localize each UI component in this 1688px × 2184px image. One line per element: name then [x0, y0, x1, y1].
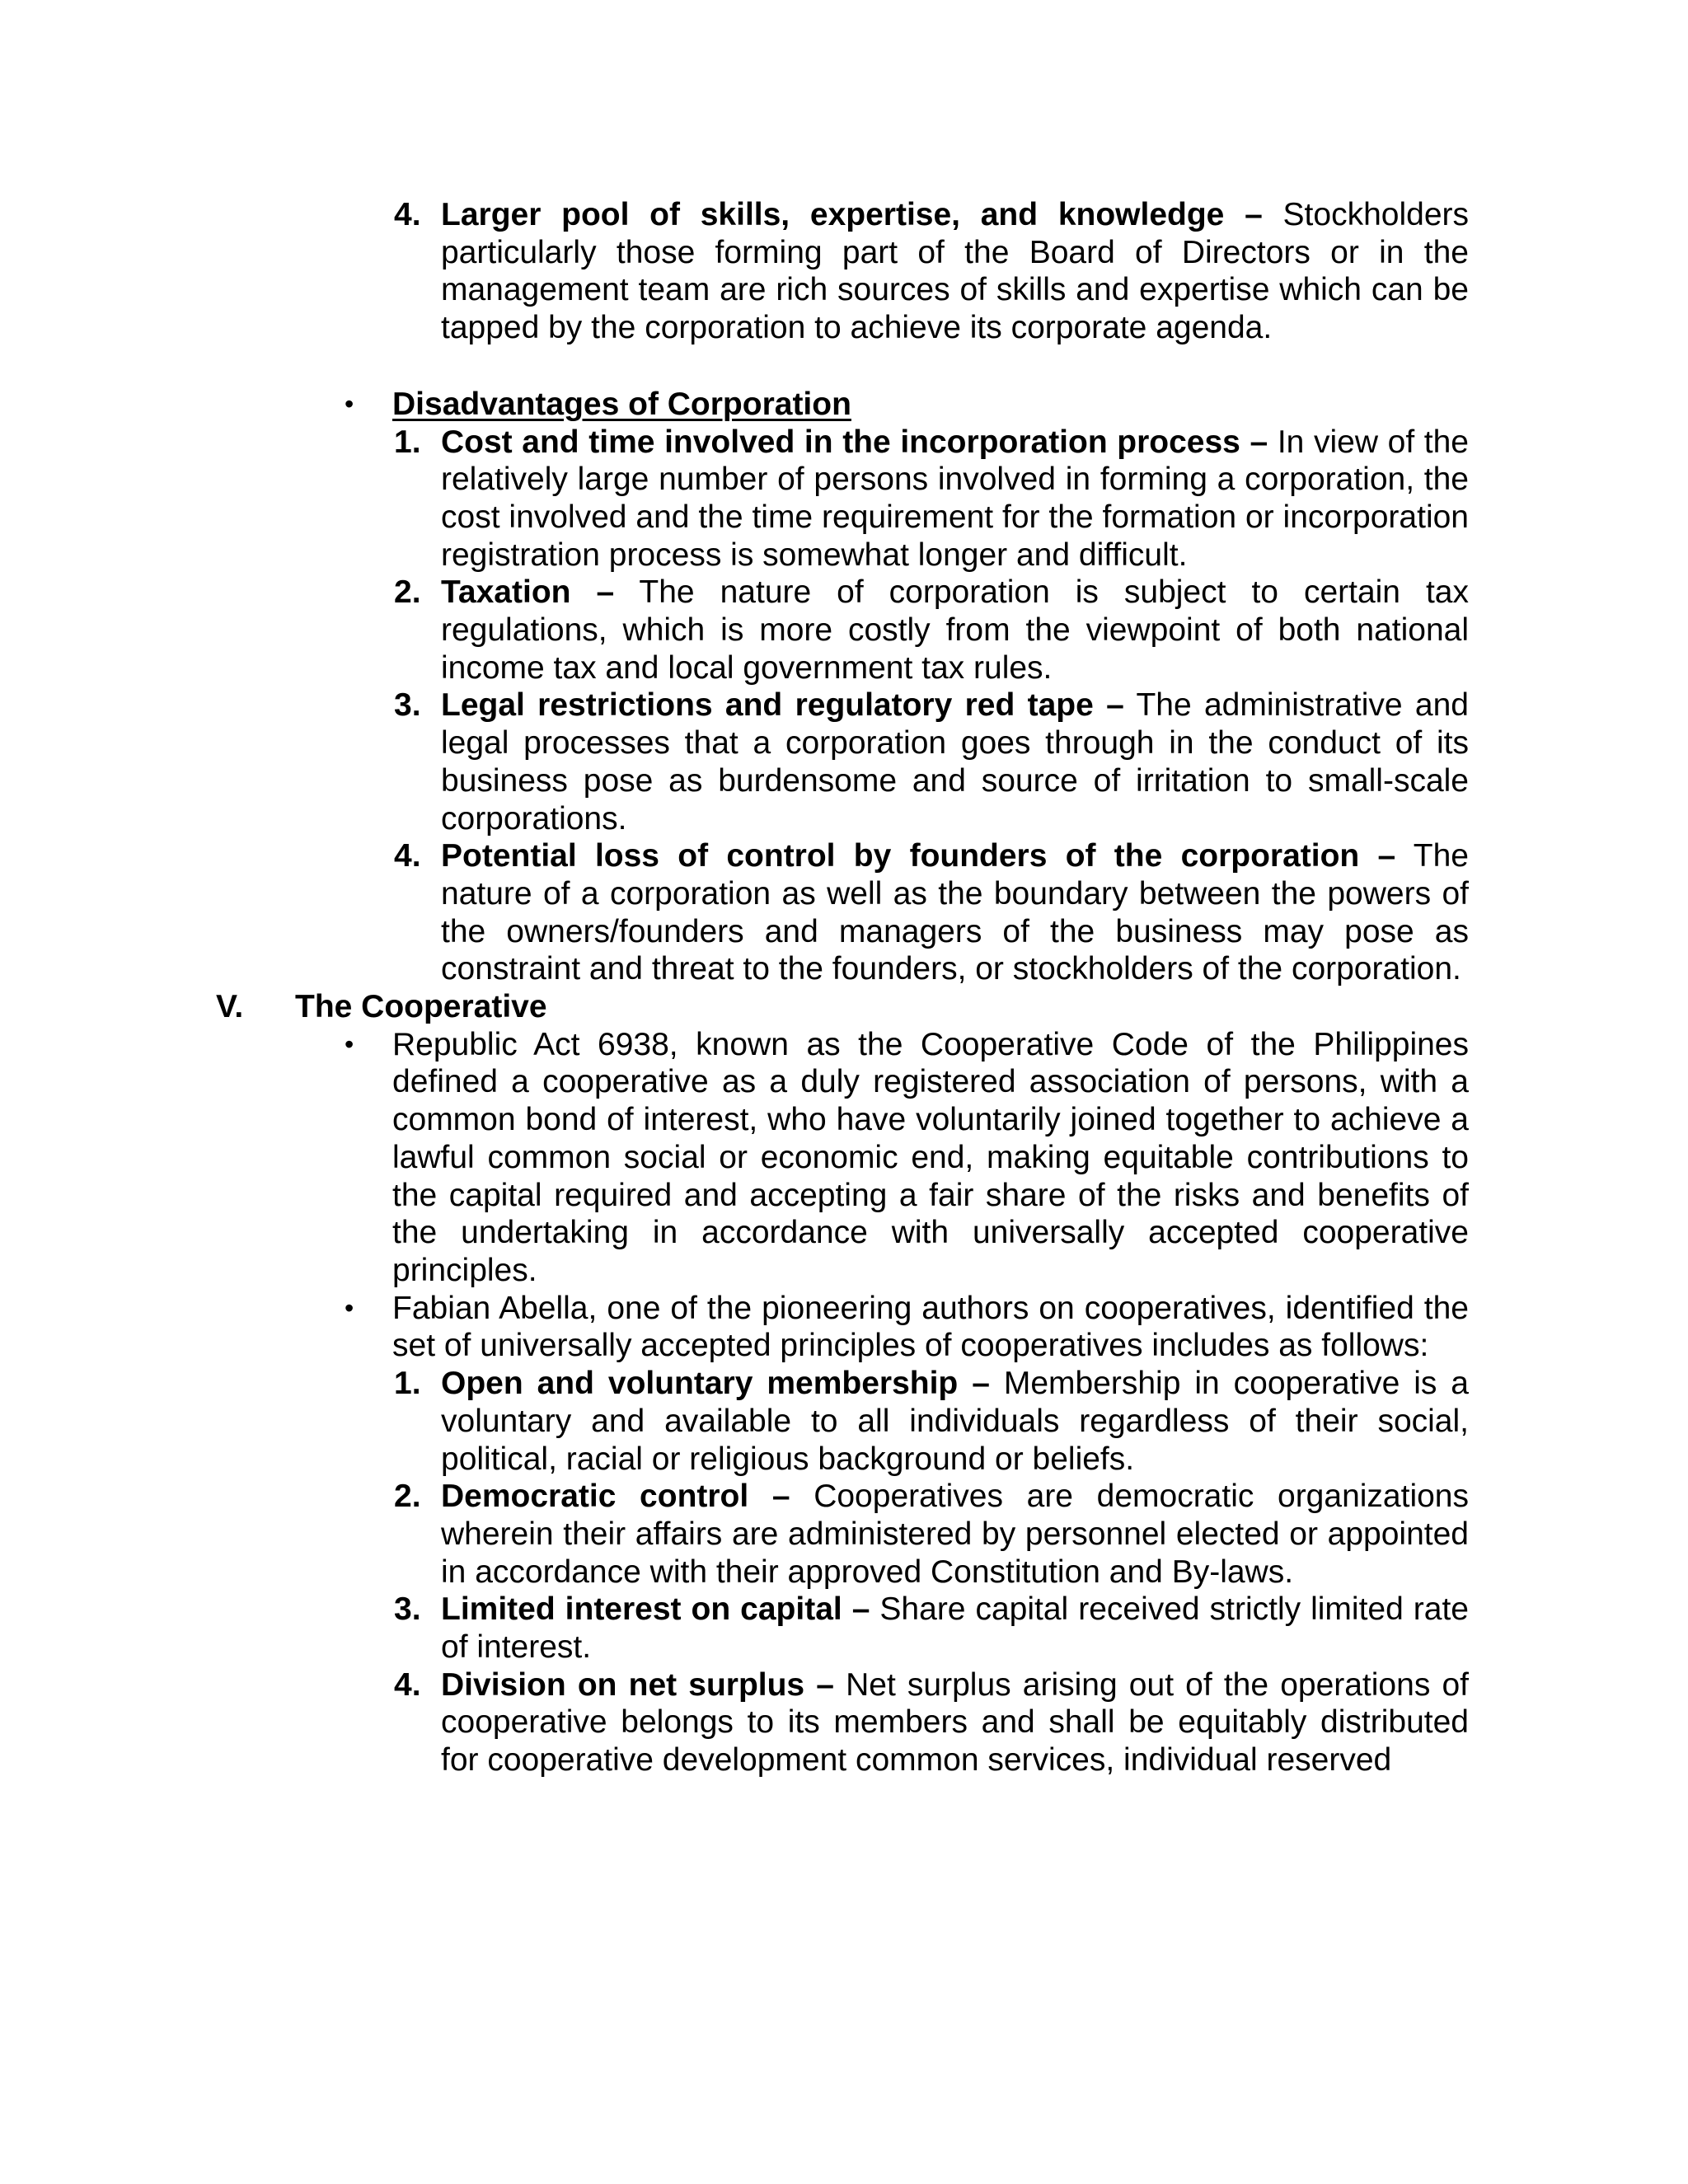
item-body: The nature of corporation is subject to certain tax regulations, which is more costly from the viewpoint of both national income tax and local government tax rules. [441, 574, 1469, 686]
advantage-item-4 [216, 196, 1469, 347]
item-body: Stockholders particularly those forming part of the Board of Directors or in the management team are rich sources of skills and expertise which can be tapped by the corporation to achieve its corporate agenda. [441, 197, 1469, 346]
item-term: Larger pool of skills, expertise, and knowledge – [441, 197, 1263, 232]
page-content [216, 196, 1469, 1779]
item-term: Potential loss of control by founders of the corporation – [441, 838, 1396, 874]
disadvantages-section [216, 386, 1469, 424]
bullet-text: Republic Act 6938, known as the Cooperative Code of the Philippines defined a cooperative as a duly registered association of persons, with a common bond of interest, who have voluntarily joined together to achieve a lawful common social or economic end, making equitable contributions to the capital required and accepting a fair share of the risks and benefits of the undertaking in accordance with universally accepted cooperative principles. [392, 1026, 1469, 1288]
disadvantage-item-1 [216, 424, 1469, 574]
section-heading: The Cooperative [295, 989, 547, 1025]
disadvantage-item-2 [216, 574, 1469, 687]
item-term: Open and voluntary membership – [441, 1366, 990, 1402]
item-body: Share capital received strictly limited rate of interest. [441, 1591, 1469, 1666]
item-body: In view of the relatively large number of persons involved in forming a corporation, the cost involved and the time requirement for the formation or incorporation registration process is somewhat longer and difficult. [441, 424, 1469, 573]
item-text [441, 424, 1469, 574]
item-number: 3. [394, 687, 421, 724]
item-body: Net surplus arising out of the operations of cooperative belongs to its members and shall be equitably distributed for cooperative development common services, individual reserved [441, 1666, 1469, 1779]
item-number: 4. [394, 1666, 421, 1703]
item-number: 1. [394, 424, 421, 460]
principle-item-1 [216, 1365, 1469, 1478]
spacer [216, 347, 1469, 386]
item-number: 3. [394, 1591, 421, 1628]
cooperative-bullet-1 [216, 1026, 1469, 1290]
bullet-icon: • [345, 1029, 354, 1059]
item-number: 2. [394, 574, 421, 611]
item-text [441, 1478, 1469, 1591]
disadvantage-item-4 [216, 837, 1469, 988]
item-text [441, 1591, 1469, 1666]
item-body: The administrative and legal processes that a corporation goes through in the conduct of its business pose as burdensome and source of irritation to small-scale corporations. [441, 687, 1469, 837]
roman-numeral: V. [216, 989, 244, 1025]
item-term: Cost and time involved in the incorporation process – [441, 424, 1268, 460]
item-text [441, 837, 1469, 988]
item-body: Cooperatives are democratic organizations wherein their affairs are administered by personnel elected or appointed in accordance with their approved Constitution and By-laws. [441, 1479, 1469, 1590]
item-term: Legal restrictions and regulatory red tape – [441, 687, 1124, 724]
item-number: 4. [394, 197, 421, 232]
item-text [441, 1666, 1469, 1779]
item-text [441, 196, 1469, 347]
item-text [441, 687, 1469, 837]
item-term: Limited interest on capital – [441, 1591, 870, 1628]
principle-item-4 [216, 1666, 1469, 1779]
bullet-text: Fabian Abella, one of the pioneering authors on cooperatives, identified the set of universally accepted principles of cooperatives includes as follows: [392, 1290, 1469, 1364]
disadvantage-item-3 [216, 687, 1469, 837]
bullet-icon: • [345, 388, 354, 419]
section-heading: Disadvantages of Corporation [392, 386, 851, 422]
item-number: 4. [394, 838, 421, 874]
item-text [441, 1365, 1469, 1478]
cooperative-bullet-2 [216, 1290, 1469, 1365]
bullet-icon: • [345, 1292, 354, 1323]
item-number: 1. [394, 1366, 421, 1402]
item-body: The nature of a corporation as well as the boundary between the powers of the owners/founders and managers of the business may pose as constraint and threat to the founders, or stockholders of the corporation. [441, 838, 1469, 987]
item-body: Membership in cooperative is a voluntary and available to all individuals regardless of their social, political, racial or religious background or beliefs. [441, 1366, 1469, 1477]
item-text [441, 574, 1469, 687]
item-term: Democratic control – [441, 1479, 790, 1515]
item-term: Division on net surplus – [441, 1666, 834, 1703]
item-term: Taxation – [441, 574, 615, 611]
principle-item-3 [216, 1591, 1469, 1666]
principle-item-2 [216, 1478, 1469, 1591]
cooperative-section-heading [216, 988, 1469, 1026]
item-number: 2. [394, 1479, 421, 1515]
